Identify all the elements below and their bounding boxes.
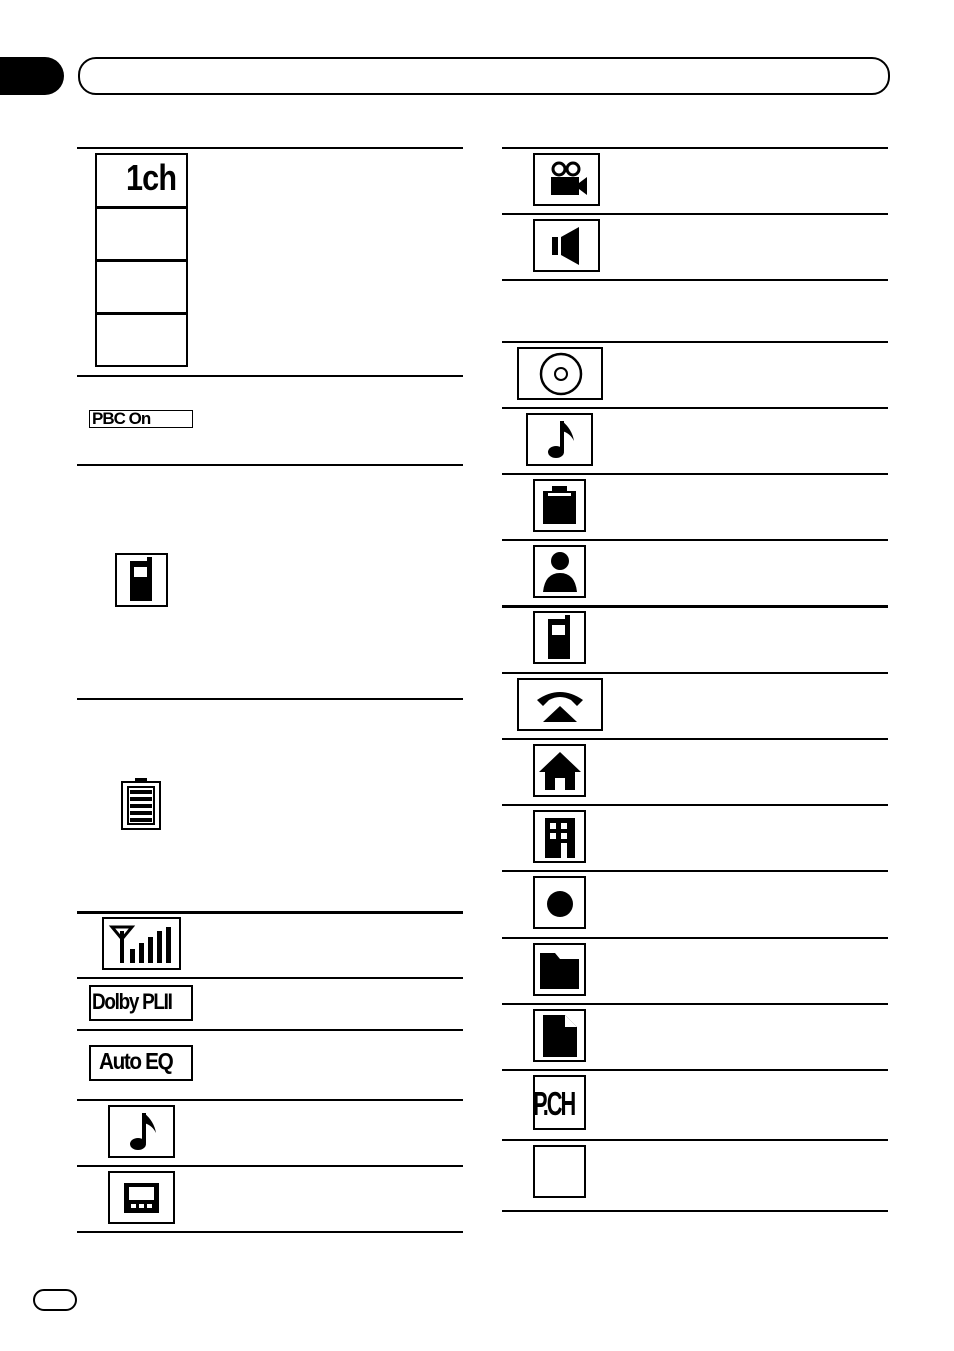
phone-handset-icon (517, 678, 603, 731)
page-badge (33, 1289, 77, 1311)
divider (502, 738, 888, 740)
divider (502, 473, 888, 475)
divider (502, 937, 888, 939)
divider (502, 1069, 888, 1071)
divider (502, 279, 888, 281)
divider (502, 870, 888, 872)
divider (77, 1165, 463, 1167)
divider (502, 1139, 888, 1141)
home-icon (533, 744, 586, 797)
divider (77, 977, 463, 979)
pch-label: P.CH (533, 1085, 575, 1122)
dot-icon (533, 876, 586, 929)
music-note-icon (108, 1105, 175, 1158)
mobile-phone-icon (115, 553, 168, 607)
divider (77, 1231, 463, 1233)
video-camera-icon (533, 153, 600, 206)
divider (502, 213, 888, 215)
folder-icon (533, 943, 586, 996)
divider (502, 341, 888, 343)
file-icon (533, 1009, 586, 1062)
pbc-label: PBC On (92, 409, 151, 428)
autoeq-label: Auto EQ (99, 1048, 173, 1074)
divider (77, 375, 463, 377)
channel-label: 1ch (126, 157, 177, 198)
device-icon (108, 1171, 175, 1224)
office-icon (533, 810, 586, 863)
speaker-icon (533, 219, 600, 272)
divider (502, 539, 888, 541)
divider (77, 464, 463, 466)
header-tab (0, 57, 64, 95)
divider (77, 1029, 463, 1031)
divider (77, 147, 463, 149)
blank-icon (533, 1145, 586, 1198)
divider (77, 911, 463, 914)
header-bar (78, 57, 890, 95)
divider (77, 698, 463, 700)
clipboard-icon (533, 479, 586, 532)
signal-strength-icon (102, 917, 181, 970)
disc-icon (517, 347, 603, 400)
divider (97, 259, 186, 262)
divider (502, 804, 888, 806)
divider (77, 1099, 463, 1101)
dolby-label: Dolby PLII (92, 989, 172, 1014)
music-note-icon (526, 413, 593, 466)
divider (97, 312, 186, 315)
divider (502, 147, 888, 149)
divider (502, 407, 888, 409)
divider (502, 1210, 888, 1212)
divider (97, 206, 186, 209)
divider (502, 1003, 888, 1005)
battery-icon (120, 777, 162, 836)
mobile-phone-icon (533, 611, 586, 664)
divider (502, 605, 888, 608)
person-icon (533, 545, 586, 598)
divider (502, 672, 888, 674)
